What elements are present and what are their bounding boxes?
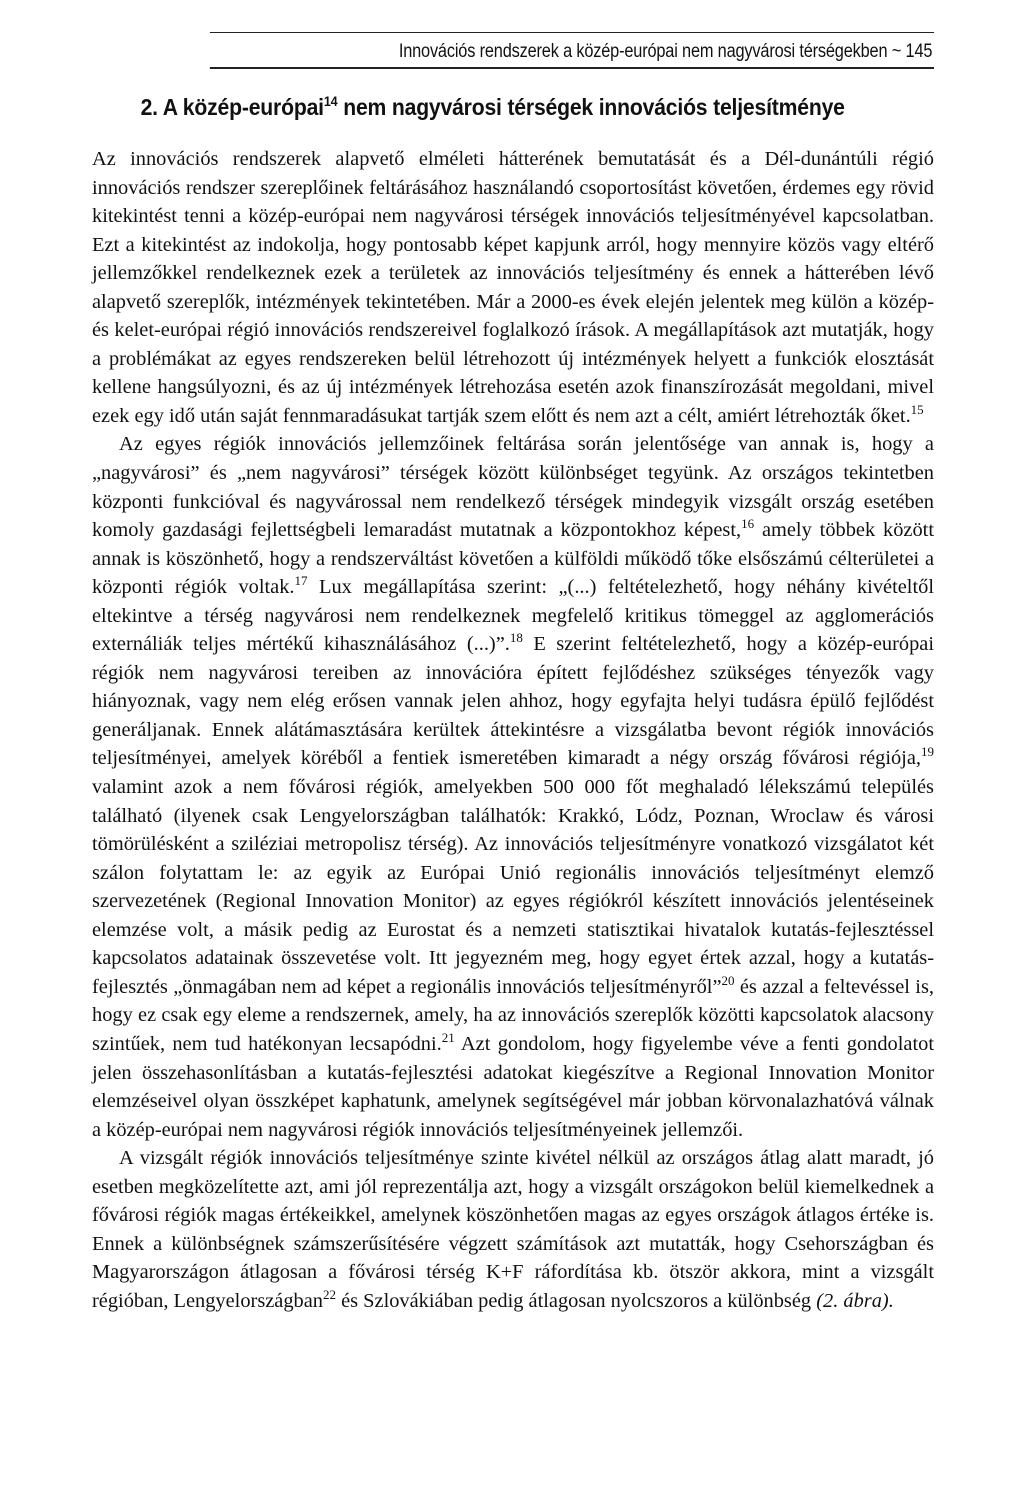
footnote-ref: 14 [323, 93, 338, 109]
running-header [210, 32, 934, 69]
footnote-ref: 17 [294, 573, 308, 589]
section-title-part2: nem nagyvárosi térségek innovációs teljesítménye [343, 94, 845, 120]
paragraph-text: Az innovációs rendszerek alapvető elméleti hátterének bemutatását és a Dél-dunántúli régió innovációs rendszer szereplőinek feltárásához használandó csoportosítást követően, érdemes egy rövid kitekintést tenni a közép-európai nem nagyvárosi térségek innovációs teljesítményével kapcsolatban. Ezt a kitekintést az indokolja, hogy pontosabb képet kapjunk arról, hogy mennyire közös vagy eltérő jellemzőkkel rendelkeznek ezek a területek az innovációs teljesítmény és ennek a hátterében lévő alapvető szereplők, intézmények tekintetében. Már a 2000-es évek elején jelentek meg külön a közép- és kelet-európai régió innovációs rendszereivel foglalkozó írások. A megállapítások azt mutatják, hogy a problémákat az egyes rendszereken belül létrehozott új intézmények helyett a funkciók elosztását kellene hangsúlyozni, és az új intézmények létrehozása esetén azok finanszírozását megoldani, mivel ezek egy idő után saját fennmaradásukat tartják szem előtt és nem azt a célt, amiért létrehozták őket. [92, 148, 934, 427]
footnote-ref: 19 [921, 744, 934, 760]
section-heading [92, 93, 850, 121]
paragraph-text: és azzal a feltevéssel is, hogy ez csak egy eleme a rendszernek, amely, ha az innovációs szereplők közötti kapcsolatok alacsony szintűek, nem tud hatékonyan lecsapódni. [92, 975, 934, 1055]
paragraph-text: E szerint feltételezhető, hogy a közép-európai régiók nem nagyvárosi tereiben az innovációra épített fejlődéshez szükséges tényezők vagy hiányoznak, vagy nem elég erősen vannak jelen ahhoz, hogy egyfajta helyi tudásra épülő fejlődést generáljanak. Ennek alátámasztására kerültek áttekintésre a vizsgálatba bevont régiók innovációs teljesítményei, amelyek köréből a fentiek ismeretében kimaradt a négy ország fővárosi régiója, [92, 633, 934, 770]
footnote-ref: 20 [721, 972, 735, 988]
footnote-ref: 18 [509, 630, 523, 646]
footnote-ref: 15 [910, 401, 924, 417]
paragraph-text: A vizsgált régiók innovációs teljesítménye szinte kivétel nélkül az országos átlag alatt maradt, jó esetben megközelítette azt, ami jól reprezentálja azt, hogy a vizsgált országokon belül kiemelkednek a fővárosi régiók magas értékeikkel, amelynek köszönhetően magas az egyes országok átlagos értéke is. Ennek a különbségnek számszerűsítésére végzett számítások azt mutatták, hogy Csehországban és Magyarországon átlagosan a fővárosi térség K+F ráfordítása kb. ötször akkora, mint a vizsgált régióban, Lengyelországban [92, 1147, 934, 1312]
paragraph-text: Az egyes régiók innovációs jellemzőinek feltárása során jelentősége van annak is, hogy a „nagyvárosi” és „nem nagyvárosi” térségek között különbséget tegyünk. Az országos tekintetben központi funkcióval és nagyvárossal nem rendelkező térségek mindegyik vizsgált ország esetében komoly gazdasági fejlettségbeli lemaradást mutatnak a központokhoz képest, [92, 433, 934, 542]
footnote-ref: 16 [741, 516, 755, 532]
book-page [92, 32, 934, 1315]
paragraph [92, 1144, 934, 1315]
figure-reference: (2. ábra). [816, 1289, 894, 1312]
running-title: Innovációs rendszerek a közép-európai nem nagyvárosi térségekben [398, 41, 888, 62]
body-text [92, 145, 934, 1315]
paragraph-text: Azt gondolom, hogy figyelembe véve a fenti gondolatot jelen összehasonlításban a kutatás-fejlesztési adatokat kiegészítve a Regional Innovation Monitor elemzéseivel olyan összképet kaphatunk, amelynek segítségével már jobban körvonalazhatóvá válnak a közép-európai nem nagyvárosi régiók innovációs teljesítményeinek jellemzői. [92, 1032, 934, 1141]
header-separator: ~ [891, 41, 902, 62]
paragraph-text: valamint azok a nem fővárosi régiók, amelyekben 500 000 főt meghaladó lélekszámú település található (ilyenek csak Lengyelországban találhatók: Krakkó, Lódz, Poznan, Wroclaw és városi tömörülésként a sziléziai metropolisz térség). Az innovációs teljesítményre vonatkozó vizsgálatot két szálon folytattam le: az egyik az Európai Unió regionális innovációs teljesítményt elemző szervezetének (Regional Innovation Monitor) az egyes régiókról készített innovációs jelentéseinek elemzése volt, a másik pedig az Eurostat és a nemzeti statisztikai hivatalok kutatás-fejlesztéssel kapcsolatos adatainak összevetése volt. Itt jegyezném meg, hogy egyet értek azzal, hogy a kutatás-fejlesztés „önmagában nem ad képet a regionális innovációs teljesítményről” [92, 776, 934, 998]
section-number: 2. [140, 94, 158, 120]
paragraph-text: és Szlovákiában pedig átlagosan nyolcszoros a különbség [336, 1289, 817, 1312]
page-number: 145 [905, 41, 933, 62]
paragraph [92, 145, 934, 430]
paragraph-text: amely többek között annak is köszönhető, hogy a rendszerváltást követően a külföldi működő tőke elsőszámú célterületei a központi régiók voltak. [92, 519, 935, 599]
section-title-part1: A közép-európai [162, 94, 324, 120]
footnote-ref: 21 [441, 1029, 455, 1045]
paragraph [92, 430, 934, 1144]
paragraph-text: Lux megállapítása szerint: „(...) feltételezhető, hogy néhány kivételtől eltekintve a térség nagyvárosi nem rendelkeznek megfelelő kritikus tömeggel az agglomerációs externáliák teljes mértékű kihasználásához (...)”. [92, 576, 934, 656]
footnote-ref: 22 [323, 1286, 336, 1302]
